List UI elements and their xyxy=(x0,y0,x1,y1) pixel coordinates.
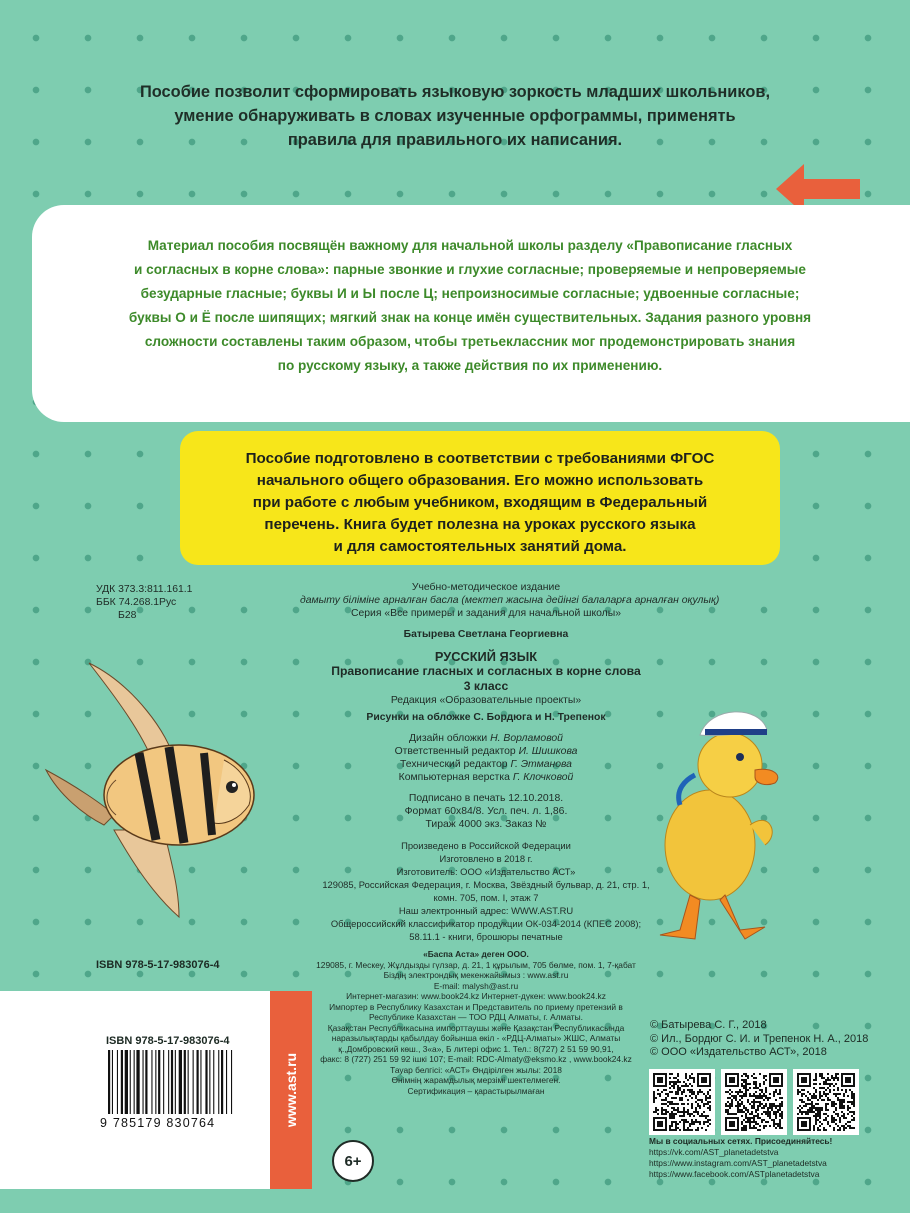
description-line: безударные гласные; буквы И и Ы после Ц; непроизносимые согласные; удвоенные согласные; xyxy=(140,286,800,301)
qr-code-icon xyxy=(725,1073,783,1131)
kz-line: Тауар белгісі: «АСТ» Өндірілген жылы: 2018 xyxy=(390,1064,562,1075)
kz-edition: дамыту біліміне арналған басла (мектеп жасына дейінгі балаларға арналған оқулық) xyxy=(300,595,720,606)
intro-line: Пособие позволит сформировать языковую зоркость младших школьников, xyxy=(139,83,771,101)
bbk-code: ББК 74.268.1Рус xyxy=(96,597,177,608)
fgos-line: начального общего образования. Его можно использовать xyxy=(256,472,704,489)
book-title: РУССКИЙ ЯЗЫК xyxy=(434,649,538,664)
author-name: Батырева Светлана Георгиевна xyxy=(403,629,569,640)
made-in: Произведено в Российской Федерации xyxy=(401,840,571,851)
okp-line-2: 58.11.1 - книги, брошюры печатные xyxy=(409,931,563,942)
layout-name: Г. Клочковой xyxy=(512,772,574,783)
fgos-line: и для самостоятельных занятий дома. xyxy=(333,538,627,555)
description-line: Материал пособия посвящён важному для начальной школы разделу «Правописание гласных xyxy=(147,238,793,253)
address-line-2: комн. 705, пом. I, этаж 7 xyxy=(433,892,539,903)
kz-line: қ.,Домбровский көш., 3«а», Б литері офис 1. Тел.: 8(727) 2 51 59 90,91, xyxy=(338,1043,614,1054)
design-name: Н. Ворламовой xyxy=(490,733,563,744)
social-link-facebook[interactable]: https://www.facebook.com/ASTplanetadetstva xyxy=(649,1169,820,1179)
design-credit xyxy=(300,732,672,745)
kz-line: Интернет-магазин: www.book24.kz Интернет-дүкен: www.book24.kz xyxy=(346,991,606,1001)
barcode-digits: 9 785179 830764 xyxy=(100,1116,216,1130)
kz-line: Импортер в Республику Казахстан и Представитель по приему претензий в xyxy=(329,1001,623,1012)
classification-codes xyxy=(96,583,256,622)
book-grade: 3 класс xyxy=(463,679,509,693)
intro-line: правила для правильного их написания. xyxy=(287,131,623,149)
sailor-duckling-illustration xyxy=(655,695,790,945)
qr-code-icon[interactable] xyxy=(793,1069,859,1135)
made-year: Изготовлено в 2018 г. xyxy=(439,853,533,864)
udk-code: УДК 373.3:811.161.1 xyxy=(96,584,193,595)
site-link[interactable] xyxy=(270,991,312,1189)
site-text: www.ast.ru xyxy=(283,1052,300,1128)
qr-code-icon[interactable] xyxy=(649,1069,715,1135)
kz-line: Сертификация – қарастырылмаған xyxy=(407,1085,545,1096)
edition-type: Учебно-методическое издание xyxy=(411,582,561,593)
kz-line: Қазақстан Республикасына импорттаушы және Қазақстан Республикасында xyxy=(327,1022,625,1033)
series: Серия «Все примеры и задания для начальной школы» xyxy=(350,608,621,619)
signed-date: Подписано в печать 12.10.2018. xyxy=(408,793,564,804)
editor-name: И. Шишкова xyxy=(518,746,578,757)
fgos-line: перечень. Книга будет полезна на уроках русского языка xyxy=(264,516,696,533)
angelfish-illustration xyxy=(44,655,264,925)
copyright-line: © Ил., Бордюг С. И. и Трепенок Н. А., 2018 xyxy=(650,1032,869,1045)
description-text xyxy=(90,234,850,378)
imprint-block xyxy=(300,581,720,943)
description-line: сложности составлены таким образом, чтобы третьеклассник мог продемонстрировать знания xyxy=(144,334,796,349)
okp-line: Общероссийский классификатор продукции ОК-034-2014 (КПЕС 2008); xyxy=(330,918,642,929)
age-rating-badge: 6+ xyxy=(332,1140,374,1182)
copyright-block xyxy=(650,1019,868,1060)
copyright-line: © ООО «Издательство АСТ», 2018 xyxy=(650,1046,827,1058)
fgos-line: Пособие подготовлено в соответствии с требованиями ФГОС xyxy=(245,450,715,467)
intro-line: умение обнаруживать в словах изученные орфограммы, применять xyxy=(174,107,736,125)
social-link-vk[interactable]: https://vk.com/AST_planetadetstva xyxy=(649,1147,779,1157)
description-line: по русскому языку, а также действия по их применению. xyxy=(277,358,663,373)
kz-line: Біздің электрондық мекенжайымыз : www.ast.ru xyxy=(383,970,569,980)
barcode-isbn: ISBN 978-5-17-983076-4 xyxy=(106,1035,230,1047)
editor-label: Ответственный редактор xyxy=(394,746,516,757)
kz-line: 129085, г. Мескеу, Жұлдызды гүлзар, д. 21, 1 құрылым, 705 бөлме, пом. 1, 7-қабат xyxy=(316,959,636,970)
book-subtitle: Правописание гласных и согласных в корне слова xyxy=(331,664,641,678)
copyright-line: © Батырева С. Г., 2018 xyxy=(650,1019,767,1031)
social-heading: Мы в социальных сетях. Присоединяйтесь! xyxy=(649,1136,833,1146)
email-line: Наш электронный адрес: WWW.AST.RU xyxy=(398,905,574,916)
cover-art-credit: Рисунки на обложке С. Бордюга и Н. Трепенок xyxy=(366,712,606,723)
design-label: Дизайн обложки xyxy=(409,733,488,744)
description-line: буквы О и Ё после шипящих; мягкий знак на конце имён существительных. Задания разного уровня xyxy=(128,310,812,325)
social-block xyxy=(649,1136,832,1180)
kz-line: Өнімнің жарамдылық мерзімі шектелмеген. xyxy=(391,1075,561,1085)
kz-line: «Баспа Аста» деген ООО. xyxy=(423,949,529,959)
intro-text xyxy=(60,80,850,152)
tech-label: Технический редактор xyxy=(400,759,508,770)
kz-importer-block xyxy=(296,949,656,1096)
author-mark: Б28 xyxy=(118,610,137,621)
fgos-text xyxy=(190,448,770,558)
layout-credit xyxy=(300,771,672,784)
tech-editor-credit xyxy=(300,758,672,771)
print-run: Тираж 4000 экз. Заказ № xyxy=(425,819,547,830)
fgos-line: при работе с любым учебником, входящим в Федеральный xyxy=(252,494,708,511)
kz-line: E-mail: malysh@ast.ru xyxy=(433,980,519,991)
tech-name: Г. Этманова xyxy=(510,759,572,770)
qr-code-icon[interactable] xyxy=(721,1069,787,1135)
maker: Изготовитель: ООО «Издательство АСТ» xyxy=(396,866,576,877)
address-line-1: 129085, Российская Федерация, г. Москва, Звёздный бульвар, д. 21, стр. 1, xyxy=(322,879,650,890)
editorial: Редакция «Образовательные проекты» xyxy=(390,695,582,706)
kz-line: Республике Казахстан — ТОО РДЦ Алматы, г. Алматы. xyxy=(369,1012,583,1022)
qr-code-icon xyxy=(797,1073,855,1131)
kz-line: факс: 8 (727) 251 59 92 ішкі 107; E-mail: RDC-Almaty@eksmo.kz , www.book24.kz xyxy=(320,1054,632,1064)
barcode-icon xyxy=(106,1050,256,1114)
isbn-label: ISBN 978-5-17-983076-4 xyxy=(96,959,220,971)
editor-credit xyxy=(300,745,672,758)
social-link-instagram[interactable]: https://www.instagram.com/AST_planetadetstva xyxy=(649,1158,827,1168)
kz-line: наразылықтарды қабылдау бойынша өкіл - «РДЦ-Алматы» ЖШС, Алматы xyxy=(331,1033,621,1043)
format: Формат 60x84/8. Усл. печ. л. 1,86. xyxy=(404,806,568,817)
qr-code-icon xyxy=(653,1073,711,1131)
description-line: и согласных в корне слова»: парные звонкие и глухие согласные; проверяемые и непроверяемые xyxy=(134,262,806,277)
layout-label: Компьютерная верстка xyxy=(398,772,510,783)
